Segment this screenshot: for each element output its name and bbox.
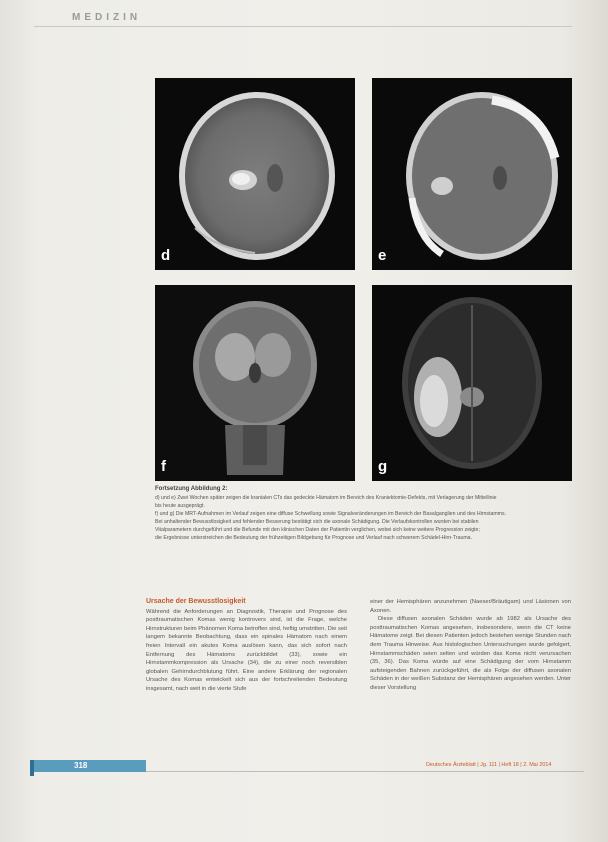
ct-image-d xyxy=(155,78,355,270)
ct-image-e xyxy=(372,78,572,270)
figure-e-ct-scan xyxy=(372,78,572,270)
caption-line: d) und e) Zwei Wochen später zeigen die kranialen CTs das gedeckte Hämatom im Bereich des Kraniektomie-Defekts, mit Verlagerung der Mittellinie xyxy=(155,495,497,501)
body-column-left xyxy=(146,598,347,694)
caption-line: f) und g) Die MRT-Aufnahmen im Verlauf zeigen eine diffuse Schwellung sowie Signalveränderungen im Bereich der Basalganglien und des Hirnstamms. xyxy=(155,511,507,517)
figure-g-mri-scan xyxy=(372,285,572,481)
caption-line: Bei anhaltender Bewusstlosigkeit und fehlender Besserung bestätigt sich die axonale Schädigung. Die Verlaufskontrollen wurden bei stabilen xyxy=(155,519,479,525)
caption-line: Vitalparametern durchgeführt und die Befunde mit den klinischen Daten der Patientin verglichen, wobei sich keine weitere Progression zeigte; xyxy=(155,527,480,533)
journal-citation xyxy=(426,762,551,768)
caption-line: die Ergebnisse unterstreichen die Bedeutung der frühzeitigen Bildgebung für Prognose und Verlauf nach schwerem Schädel-Hirn-Trauma. xyxy=(155,535,473,541)
body-paragraph: Diese diffusen axonalen Schäden wurde ab 1982 als Ursache des posttraumatischen Komas angesehen, insbesondere, wenn die CT keine Hämatome zeigt. Bei diesen Patienten jedoch bestehen wenige Stunden nach dem Trauma Hinweise. Aus histologischen Untersuchungen wurde gefolgert, Hirnstammschäden seien selten und würden das Koma nicht verursachen (35, 36). Das Koma würde auf eine Schädigung der vom Hirnstamm aufsteigenden Bahnen zurückgeführt, die als Folge der diffusen axonalen Schäden in der weißen Substanz der Hemisphären angesehen werden. Unter dieser Vorstellung xyxy=(370,616,571,691)
mri-image-f xyxy=(155,285,355,481)
section-label: MEDIZIN xyxy=(72,12,142,23)
figure-caption xyxy=(155,486,573,543)
journal-name: Deutsches Ärzteblatt xyxy=(426,762,476,768)
page-number: 318 xyxy=(74,761,88,770)
section-rule xyxy=(34,26,572,27)
figure-f-mri-scan xyxy=(155,285,355,481)
caption-line: bis heute ausgeprägt. xyxy=(155,503,205,509)
journal-issue: | Jg. 111 | Heft 18 | 2. Mai 2014 xyxy=(475,762,552,768)
figure-letter-g: g xyxy=(378,458,388,475)
footer-rule xyxy=(146,771,584,772)
figure-d-ct-scan xyxy=(155,78,355,270)
body-paragraph: Während die Anforderungen an Diagnostik, Therapie und Prognose des posttraumatischen Komas wenig kontrovers sind, ist die Frage, welche Hirnstrukturen beim Phänomen Koma betroffen sind, heftig umstritten. Die seit langem bekannte Beobachtung, dass ein spinales Hämatom nach einem freien Intervall ein akutes Koma auslösen kann, das sich sofort nach Entfernung des Hämatoms zurückbildet (33), sowie ein Hirnstammkompression als Ursache (34), die zu einer noch reversiblen globalen Gehirndurchblutung führt. Eine andere Erklärung der regionalen Ursache des Komas entwickelt sich aus der fortschreitenden Bedeutung insgesamt, nach weit in die vierte Stufe xyxy=(146,608,347,692)
section-heading: Ursache der Bewusstlosigkeit xyxy=(146,598,246,605)
footer-bar xyxy=(34,760,146,772)
figure-letter-f: f xyxy=(161,458,166,475)
body-paragraph: einer der Hemisphären anzunehmen (Naeser/Bräutigam) und Läsionen von Axonen. xyxy=(370,599,571,614)
body-column-right xyxy=(370,598,571,693)
mri-image-g xyxy=(372,285,572,481)
caption-title: Fortsetzung Abbildung 2: xyxy=(155,486,228,492)
figure-letter-d: d xyxy=(161,247,171,264)
figure-letter-e: e xyxy=(378,247,387,264)
